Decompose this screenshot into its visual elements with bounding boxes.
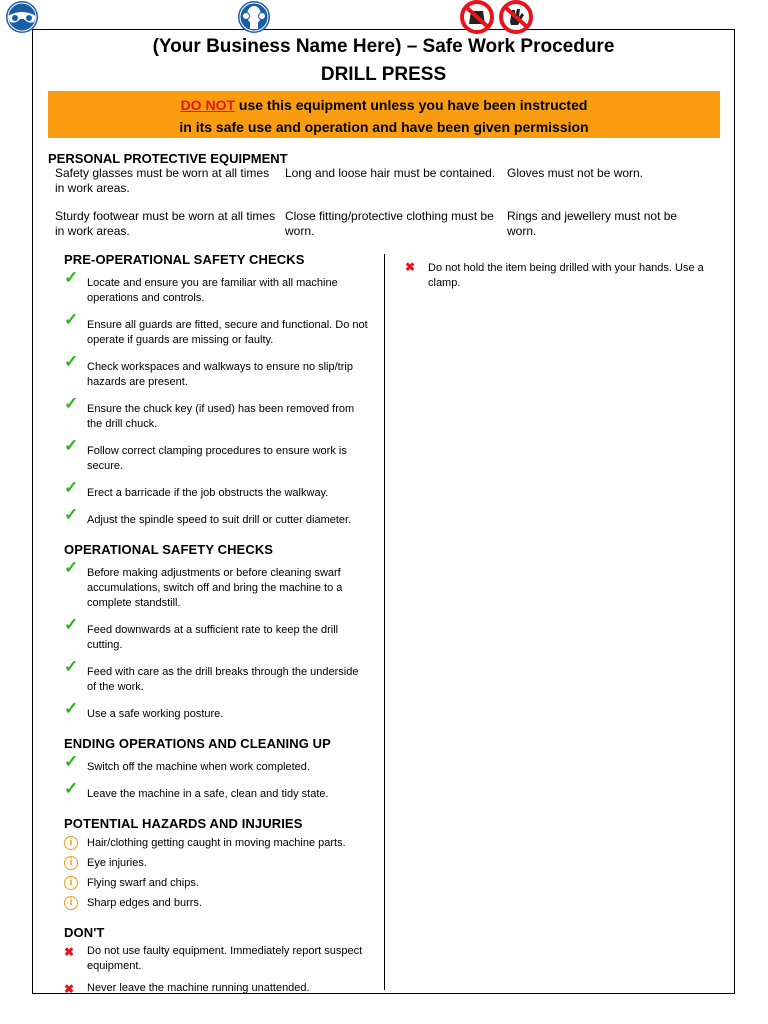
list-item: ✓ Feed with care as the drill breaks through the underside of the work. bbox=[64, 657, 359, 693]
safety-glasses-required-icon bbox=[0, 0, 44, 34]
list-item: ✓ Before making adjustments or before cleaning swarf accumulations, switch off and bring the machine to a complete standstill. bbox=[64, 558, 343, 609]
check-icon: ✓ bbox=[64, 558, 79, 577]
list-item: ✓ Switch off the machine when work completed. bbox=[64, 752, 310, 773]
list-item: ✓ Erect a barricade if the job obstructs the walkway. bbox=[64, 478, 329, 499]
hazards-heading: POTENTIAL HAZARDS AND INJURIES bbox=[64, 816, 303, 831]
warning-line-1-text: use this equipment unless you have been instructed bbox=[235, 97, 588, 113]
header-rule bbox=[46, 29, 236, 30]
list-item: ✓ Ensure the chuck key (if used) has been removed from the drill chuck. bbox=[64, 394, 355, 430]
ppe-grid bbox=[55, 166, 705, 239]
list-item: ✓ Ensure all guards are fitted, secure and functional. Do not operate if guards are missing or faulty. bbox=[64, 310, 368, 346]
column-divider bbox=[384, 254, 385, 990]
page-subtitle: DRILL PRESS bbox=[320, 64, 447, 85]
ppe-item: Sturdy footwear must be worn at all times in work areas. bbox=[55, 209, 276, 238]
check-icon: ✓ bbox=[64, 657, 79, 676]
page-title: (Your Business Name Here) – Safe Work Procedure bbox=[152, 36, 615, 57]
check-icon: ✓ bbox=[64, 394, 79, 413]
list-item: ✖ Do not use faulty equipment. Immediately report suspect equipment. bbox=[64, 945, 363, 972]
list-item: ✓ Adjust the spindle speed to suit drill or cutter diameter. bbox=[64, 505, 352, 526]
warning-emphasis: DO NOT bbox=[180, 97, 236, 113]
top-left-icon-group bbox=[0, 0, 44, 34]
header-rule bbox=[272, 29, 458, 30]
check-icon: ✓ bbox=[64, 352, 79, 371]
hazards-section bbox=[64, 816, 369, 911]
list-item: ✖ Do not hold the item being drilled with your hands. Use a clamp. bbox=[405, 260, 704, 289]
list-item: ✓ Check workspaces and walkways to ensure no slip/trip hazards are present. bbox=[64, 352, 353, 388]
cross-icon: ✖ bbox=[405, 260, 416, 274]
info-icon: i bbox=[64, 836, 78, 850]
ppe-item: Safety glasses must be worn at all times in work areas. bbox=[55, 166, 270, 195]
check-icon: ✓ bbox=[64, 310, 79, 329]
list-item: ✓ Use a safe working posture. bbox=[64, 699, 224, 720]
list-item: i Flying swarf and chips. bbox=[64, 875, 369, 891]
hearing-protection-required-icon bbox=[236, 0, 272, 34]
header-rule bbox=[534, 29, 735, 30]
list-item: ✖ Never leave the machine running unattended. bbox=[64, 982, 310, 996]
check-icon: ✓ bbox=[64, 779, 79, 798]
info-icon: i bbox=[64, 896, 78, 910]
info-icon: i bbox=[64, 856, 78, 870]
list-item: i Hair/clothing getting caught in moving machine parts. bbox=[64, 835, 369, 851]
cross-icon: ✖ bbox=[64, 945, 75, 959]
no-gloves-icon bbox=[498, 0, 534, 34]
list-item: i Eye injuries. bbox=[64, 855, 369, 871]
no-loose-clothing-icon bbox=[458, 0, 496, 34]
ppe-item: Gloves must not be worn. bbox=[507, 166, 644, 180]
top-right-icon-group bbox=[458, 0, 534, 34]
warning-banner bbox=[48, 91, 720, 138]
check-icon: ✓ bbox=[64, 505, 79, 524]
check-icon: ✓ bbox=[64, 752, 79, 771]
info-icon: i bbox=[64, 876, 78, 890]
op-heading: OPERATIONAL SAFETY CHECKS bbox=[64, 542, 274, 557]
cross-icon: ✖ bbox=[64, 982, 75, 996]
list-item: ✓ Feed downwards at a sufficient rate to keep the drill cutting. bbox=[64, 615, 339, 651]
list-item: ✓ Locate and ensure you are familiar with all machine operations and controls. bbox=[64, 268, 338, 304]
list-item: i Sharp edges and burrs. bbox=[64, 895, 369, 911]
list-item: ✓ Leave the machine in a safe, clean and tidy state. bbox=[64, 779, 329, 800]
warning-line-1 bbox=[48, 94, 720, 116]
check-icon: ✓ bbox=[64, 699, 79, 718]
check-icon: ✓ bbox=[64, 268, 79, 287]
ppe-item: Close fitting/protective clothing must be worn. bbox=[285, 209, 494, 238]
warning-line-2: in its safe use and operation and have been given permission bbox=[179, 119, 589, 135]
left-column bbox=[64, 252, 369, 1003]
dont-heading: DON'T bbox=[64, 925, 105, 940]
top-center-icon-group bbox=[236, 0, 272, 34]
list-item: ✓ Follow correct clamping procedures to ensure work is secure. bbox=[64, 436, 347, 472]
ppe-heading: PERSONAL PROTECTIVE EQUIPMENT bbox=[48, 151, 288, 166]
ending-heading: ENDING OPERATIONS AND CLEANING UP bbox=[64, 736, 331, 751]
right-column bbox=[405, 259, 705, 298]
ppe-item: Rings and jewellery must not be worn. bbox=[507, 209, 678, 238]
check-icon: ✓ bbox=[64, 478, 79, 497]
pre-op-heading: PRE-OPERATIONAL SAFETY CHECKS bbox=[64, 252, 305, 267]
check-icon: ✓ bbox=[64, 615, 79, 634]
ppe-item: Long and loose hair must be contained. bbox=[285, 166, 496, 180]
check-icon: ✓ bbox=[64, 436, 79, 455]
